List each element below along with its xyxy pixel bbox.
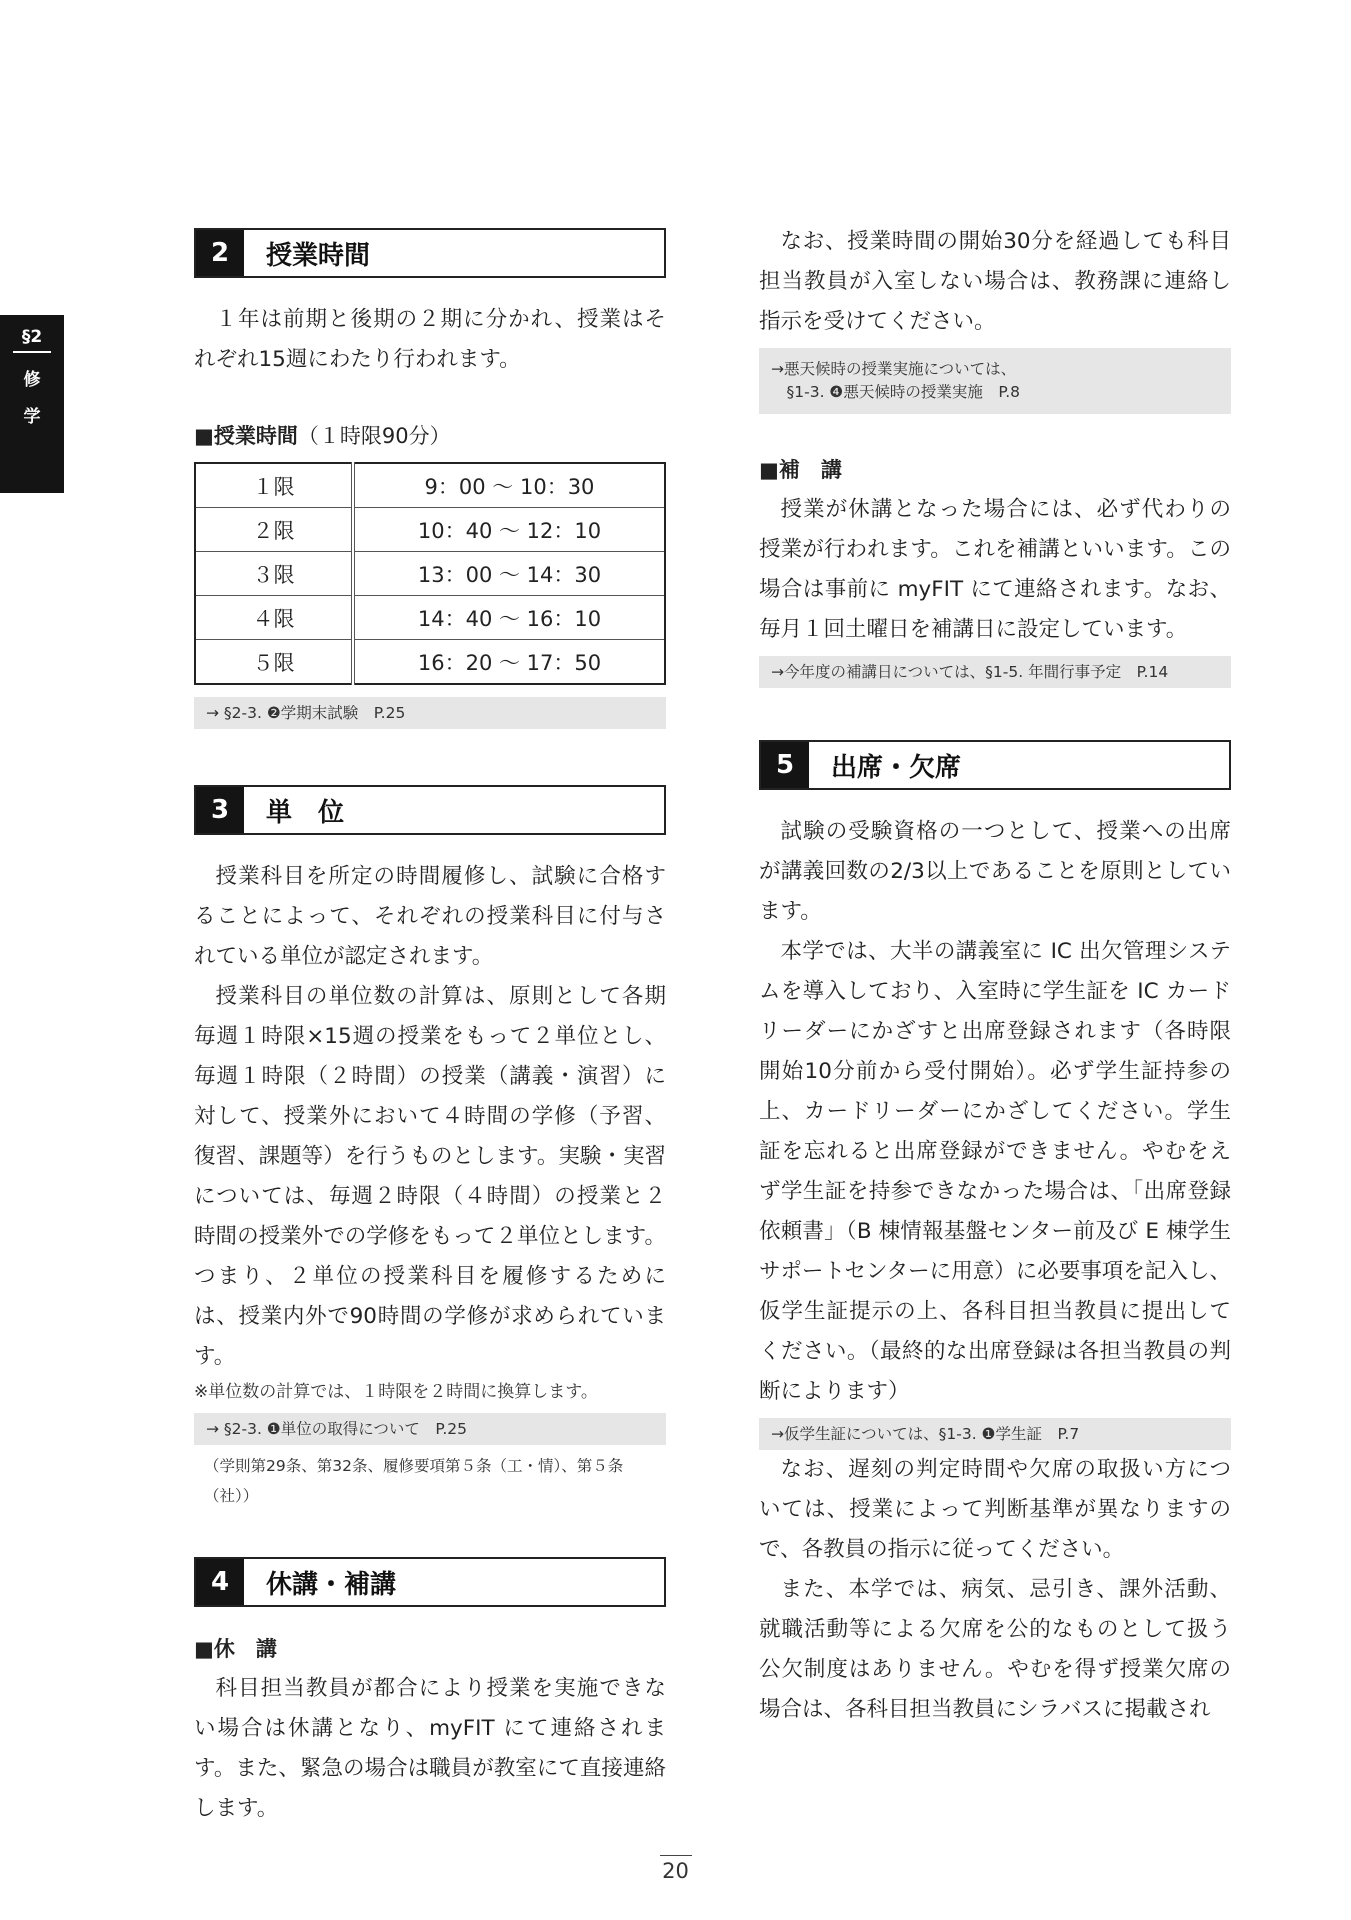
- table-row: [195, 640, 665, 685]
- section-5-paragraph-4: また、本学では、病気、忌引き、課外活動、就職活動等による欠席を公的なものとして扱う公欠制度はありません。やむを得ず授業欠席の場合は、各科目担当教員にシラバスに掲載され: [759, 1577, 1231, 1722]
- side-tab-char-1: 修: [23, 370, 41, 390]
- period-table-heading-main: ■授業時間: [194, 424, 298, 448]
- page-number: 20: [662, 1859, 689, 1883]
- section-3-header: [194, 785, 666, 835]
- section-number: 5: [761, 742, 809, 788]
- page-number-rule: [660, 1855, 692, 1856]
- period-time: 14：40 ～ 16：10: [353, 596, 665, 640]
- cross-reference: → §2-3. ❷学期末試験 P.25: [194, 697, 666, 729]
- section-5-paragraph-2: 本学では、大半の講義室に IC 出欠管理システムを導入しており、入室時に学生証を IC カードリーダーにかざすと出席登録されます（各時限開始10分前から受付開始）。必ず学生証持参の上、カードリーダーにかざしてください。学生証を忘れると出席登録ができません。やむをえず学生証を持参できなかった場合は、「出席登録依頼書」（B 棟情報基盤センター前及び E 棟学生サポートセンターに用意）に必要事項を記入し、仮学生証提示の上、各科目担当教員に提出してください。（最終的な出席登録は各担当教員の判断によります）: [759, 939, 1231, 1404]
- ref-line: →悪天候時の授業実施については、: [771, 360, 1017, 378]
- period-table-heading: [194, 416, 666, 456]
- period-table-heading-sub: （１時限90分）: [297, 424, 451, 448]
- table-row: [195, 463, 665, 508]
- table-row: [195, 552, 665, 596]
- section-5-header: [759, 740, 1231, 790]
- section-2-header: [194, 228, 666, 278]
- hoko-heading: ■補 講: [759, 458, 842, 482]
- period-time: 10：40 ～ 12：10: [353, 508, 665, 552]
- period-time: 9：00 ～ 10：30: [353, 463, 665, 508]
- section-title: 休講・補講: [266, 1569, 397, 1600]
- section-5-paragraph-3: なお、遅刻の判定時間や欠席の取扱い方については、授業によって判断基準が異なりますので、各教員の指示に従ってください。: [759, 1457, 1231, 1562]
- note: ※単位数の計算では、１時限を２時間に換算します。: [194, 1382, 598, 1402]
- ref-line: §1-3. ❹悪天候時の授業実施 P.8: [771, 383, 1021, 401]
- period-label: ３限: [195, 552, 353, 596]
- section-title: 単 位: [266, 797, 345, 828]
- cross-reference: [759, 348, 1231, 414]
- period-label: ５限: [195, 640, 353, 685]
- side-tab-char-2: 学: [23, 407, 41, 427]
- section-number: 2: [196, 230, 244, 276]
- kyuko-paragraph: 科目担当教員が都合により授業を実施できない場合は休講となり、myFIT にて連絡されます。また、緊急の場合は職員が教室にて直接連絡します。: [194, 1676, 666, 1821]
- period-table: [194, 462, 666, 685]
- section-5-paragraph-1: 試験の受験資格の一つとして、授業への出席が講義回数の2/3以上であることを原則としています。: [759, 819, 1231, 924]
- side-tab-section: §2: [13, 327, 51, 353]
- period-time: 13：00 ～ 14：30: [353, 552, 665, 596]
- regulation-note: （学則第29条、第32条、履修要項第５条（工・情）、第５条（社））: [204, 1457, 624, 1505]
- section-3-paragraph-1: 授業科目を所定の時間履修し、試験に合格することによって、それぞれの授業科目に付与されている単位が認定されます。: [194, 864, 666, 969]
- left-column: [194, 228, 666, 1829]
- period-time: 16：20 ～ 17：50: [417, 650, 602, 675]
- kyuko-heading: ■休 講: [194, 1637, 277, 1661]
- cross-reference: →仮学生証については、§1-3. ❶学生証 P.7: [759, 1418, 1231, 1450]
- period-label: ４限: [195, 596, 353, 640]
- right-column: [759, 222, 1231, 1730]
- period-label: ２限: [195, 508, 353, 552]
- section-3-paragraph-2: 授業科目の単位数の計算は、原則として各期毎週１時限×15週の授業をもって２単位とし、毎週１時限（２時間）の授業（講義・演習）に対して、授業外において４時間の学修（予習、復習、課題等）を行うものとします。実験・実習については、毎週２時限（４時間）の授業と２時間の授業外での学修をもって２単位とします。つまり、２単位の授業科目を履修するためには、授業内外で90時間の学修が求められています。: [194, 984, 666, 1369]
- kyuko-paragraph-2: なお、授業時間の開始30分を経過しても科目担当教員が入室しない場合は、教務課に連絡し指示を受けてください。: [759, 229, 1231, 334]
- cross-reference: →今年度の補講日については、§1-5. 年間行事予定 P.14: [759, 656, 1231, 688]
- section-side-tab: [0, 315, 64, 493]
- period-label: １限: [195, 463, 353, 508]
- section-title: 授業時間: [266, 240, 371, 271]
- section-number: 4: [196, 1559, 244, 1605]
- section-number: 3: [196, 787, 244, 833]
- cross-reference: → §2-3. ❶単位の取得について P.25: [194, 1413, 666, 1445]
- section-4-header: [194, 1557, 666, 1607]
- section-title: 出席・欠席: [831, 752, 962, 783]
- section-2-paragraph: １年は前期と後期の２期に分かれ、授業はそれぞれ15週にわたり行われます。: [194, 307, 666, 372]
- table-row: [195, 596, 665, 640]
- table-row: [195, 508, 665, 552]
- hoko-paragraph: 授業が休講となった場合には、必ず代わりの授業が行われます。これを補講といいます。この場合は事前に myFIT にて連絡されます。なお、毎月１回土曜日を補講日に設定しています。: [759, 497, 1231, 642]
